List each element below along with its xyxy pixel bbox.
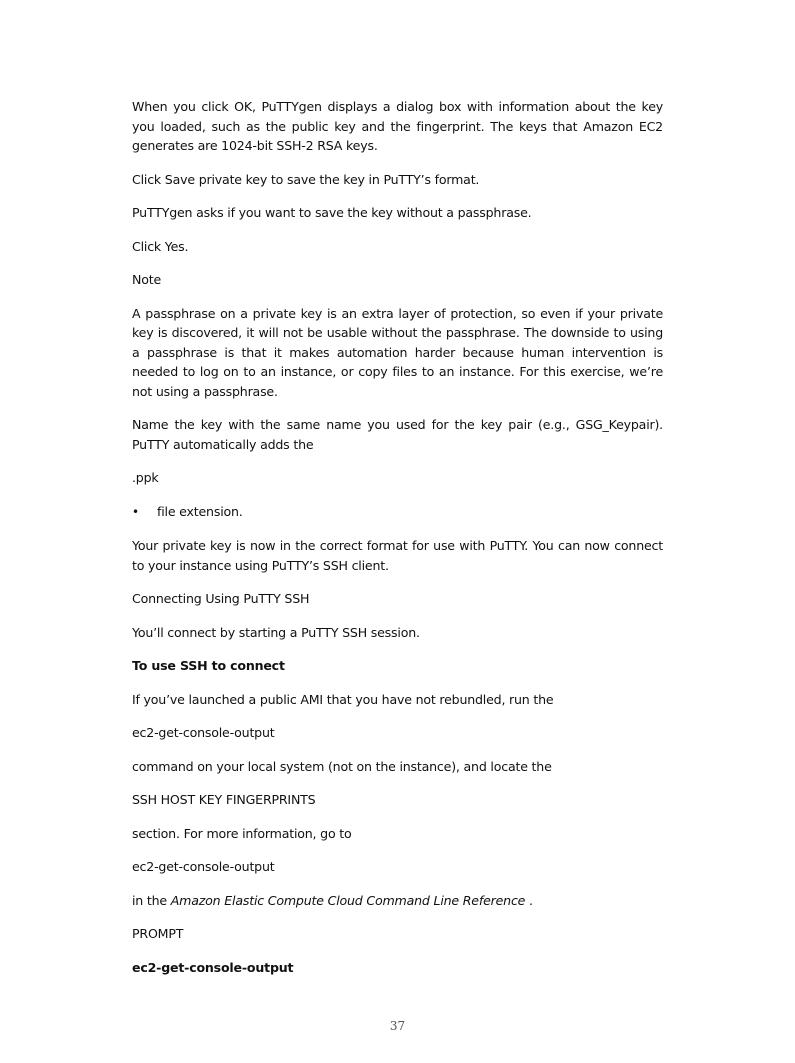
command-name-text: ec2-get-console-output xyxy=(132,725,275,740)
paragraph-more-info: section. For more information, go to xyxy=(132,825,352,841)
reference-title: Amazon Elastic Compute Cloud Command Line Reference xyxy=(170,892,526,908)
paragraph-public-ami: If you’ve launched a public AMI that you have not rebundled, run the xyxy=(132,691,554,707)
bullet-text: file extension. xyxy=(157,503,243,519)
fingerprints-section-name: SSH HOST KEY FINGERPRINTS xyxy=(132,792,316,807)
command-name-text-2: ec2-get-console-output xyxy=(132,859,275,874)
section-heading-connecting: Connecting Using PuTTY SSH xyxy=(132,591,310,606)
reference-suffix: . xyxy=(525,892,533,908)
bullet-icon: • xyxy=(132,504,139,519)
note-label: Note xyxy=(132,272,162,287)
paragraph-click-yes: Click Yes. xyxy=(132,238,189,254)
paragraph-passphrase-question: PuTTYgen asks if you want to save the key without a passphrase. xyxy=(132,205,532,220)
paragraph-key-ready: Your private key is now in the correct format for use with PuTTY. You can now connect to your instance using PuTTY’s SSH client. xyxy=(132,538,663,573)
paragraph-name-the-key: Name the key with the same name you used for the key pair (e.g., GSG_Keypair). PuTTY automatically adds the xyxy=(132,417,663,452)
paragraph-start-session: You’ll connect by starting a PuTTY SSH session. xyxy=(132,624,420,640)
paragraph-puttygen-dialog: When you click OK, PuTTYgen displays a dialog box with information about the key you loaded, such as the public key and the fingerprint. The keys that Amazon EC2 generates are 1024-bit SSH-2 RSA keys. xyxy=(132,99,663,153)
page-body xyxy=(132,97,663,991)
page-number: 37 xyxy=(389,1019,406,1033)
prompt-command: ec2-get-console-output xyxy=(132,959,294,975)
bullet-item xyxy=(132,502,663,523)
prompt-label: PROMPT xyxy=(132,926,184,941)
paragraph-local-system: command on your local system (not on the instance), and locate the xyxy=(132,758,552,774)
paragraph-reference xyxy=(132,891,663,911)
paragraph-passphrase-note: A passphrase on a private key is an extra layer of protection, so even if your private key is discovered, it will not be usable without the passphrase. The downside to using a passphrase is that it makes automation harder because human intervention is needed to log on to an instance, or copy files to an instance. For this exercise, we’re not using a passphrase. xyxy=(132,305,663,399)
paragraph-save-private-key: Click Save private key to save the key in PuTTY’s format. xyxy=(132,171,480,187)
reference-prefix: in the xyxy=(132,892,171,908)
procedure-heading: To use SSH to connect xyxy=(132,658,285,673)
ppk-extension-text: .ppk xyxy=(132,470,159,485)
